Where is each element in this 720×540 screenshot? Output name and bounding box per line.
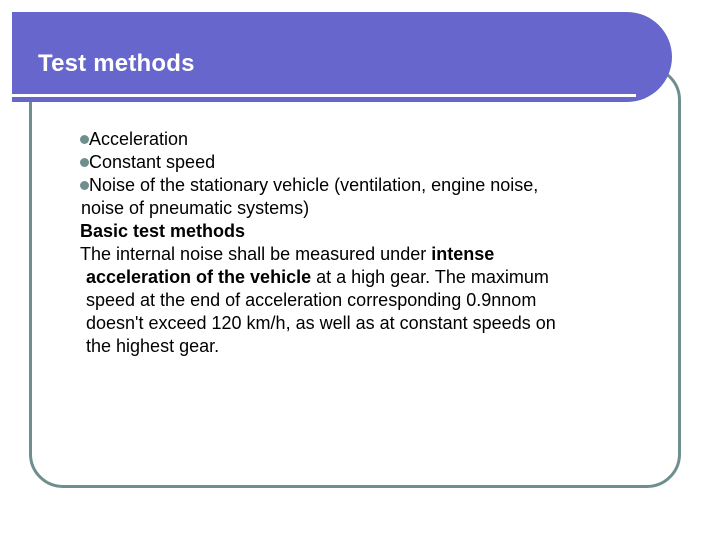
slide-body (70, 128, 670, 358)
slide-title: Test methods (38, 50, 195, 77)
bullet-item (70, 151, 670, 174)
paragraph-emphasis: intense (431, 244, 495, 264)
paragraph-line: doesn't exceed 120 km/h, as well as at constant speeds on (86, 313, 556, 333)
bullet-text-continuation: noise of pneumatic systems) (81, 198, 310, 218)
paragraph-text: at a high gear. The maximum (311, 267, 549, 287)
title-underline (12, 94, 636, 97)
bullet-text: Noise of the stationary vehicle (ventilation, engine noise, (89, 175, 539, 195)
bullet-item (70, 174, 670, 197)
paragraph-text: The internal noise shall be measured under (80, 244, 432, 264)
bullet-text: Constant speed (89, 152, 216, 172)
bullet-item (70, 128, 670, 151)
paragraph-line (70, 266, 670, 289)
paragraph-line: speed at the end of acceleration corresponding 0.9nnom (86, 290, 537, 310)
bullet-icon (80, 135, 89, 144)
paragraph-line (70, 243, 670, 266)
paragraph-line: the highest gear. (86, 336, 220, 356)
section-heading: Basic test methods (80, 221, 246, 241)
bullet-icon (80, 181, 89, 190)
title-bar (12, 12, 672, 102)
bullet-text: Acceleration (89, 129, 189, 149)
bullet-icon (80, 158, 89, 167)
paragraph-emphasis: acceleration of the vehicle (86, 267, 312, 287)
